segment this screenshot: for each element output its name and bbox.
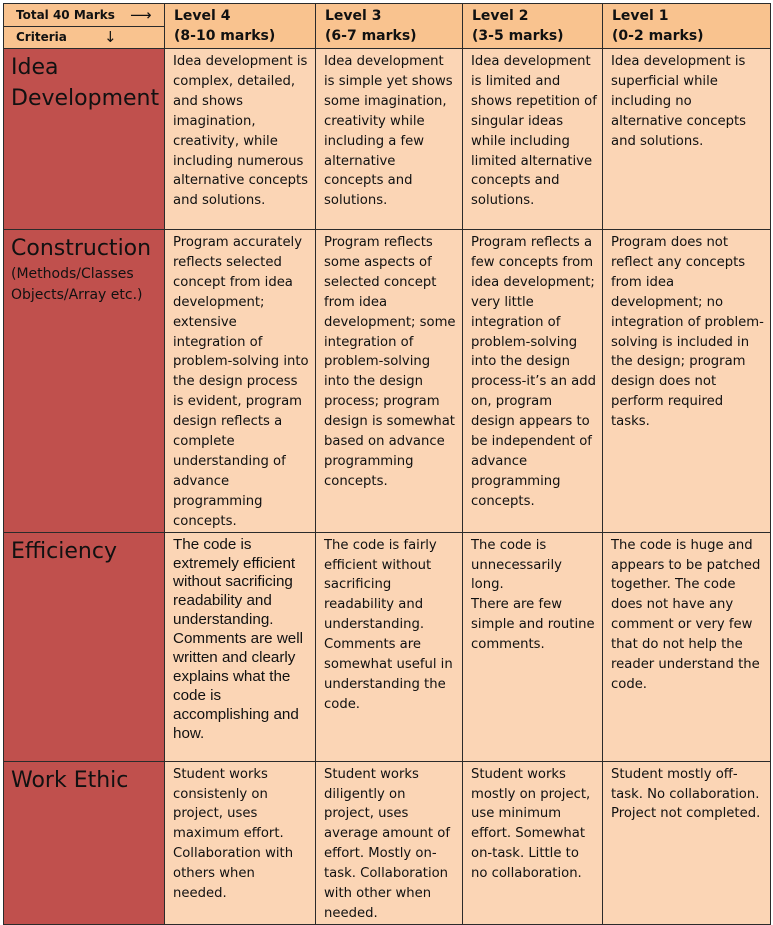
arrow-right-icon: ⟶ (130, 6, 152, 24)
criteria-title: Work Ethic (11, 767, 129, 793)
rubric-cell (316, 49, 463, 230)
rubric-cell (603, 230, 771, 533)
rubric-page (0, 3, 773, 922)
header-row (4, 4, 771, 49)
cell-text: Student works mostly on project, use minimum effort. Somewhat on-task. Little to no collaboration. (471, 766, 591, 882)
row-idea-development (4, 49, 771, 230)
rubric-cell (165, 532, 316, 761)
level-name: Level 2 (472, 8, 529, 24)
total-marks-text: Total 40 Marks (16, 8, 115, 22)
level-name: Level 4 (174, 8, 231, 24)
cell-text: Student works diligently on project, uses average amount of effort. Mostly on-task. Collaboration with other when needed. (324, 766, 450, 921)
cell-text: The code is huge and appears to be patched together. The code does not have any comment or very few that do not help the reader understand the code. (611, 537, 761, 692)
criteria-text: Criteria (16, 30, 67, 44)
criteria-title: Efficiency (11, 538, 117, 564)
marking-rubric-table (3, 3, 771, 925)
cell-text: Program accurately reflects selected concept from idea development; extensive integration of problem-solving into the design process is evident, program design reflects a complete understanding of advance programming concepts. (173, 235, 309, 529)
cell-text: Student works consistenly on project, uses maximum effort. Collaboration with others when needed. (173, 766, 294, 902)
row-construction (4, 230, 771, 533)
rubric-cell (316, 532, 463, 761)
cell-text: The code is unnecessarily long. There are few simple and routine comments. (471, 537, 595, 653)
cell-text: The code is extremely efficient without sacrificing readability and understanding. Comments are well written and clearly explains what the code is accomplishing and how. (173, 535, 303, 742)
row-work-ethic (4, 761, 771, 924)
level-name: Level 1 (612, 8, 669, 24)
cell-text: Program reflects a few concepts from idea development; very little integration of problem-solving into the design process-it’s an add on, program design appears to be independent of advance programming concepts. (471, 235, 596, 509)
rubric-cell (165, 49, 316, 230)
criteria-cell (4, 230, 165, 533)
rubric-cell (603, 49, 771, 230)
level-3-header (316, 4, 463, 49)
criteria-cell (4, 49, 165, 230)
rubric-cell (603, 532, 771, 761)
level-2-header (463, 4, 603, 49)
level-range: (3-5 marks) (472, 28, 564, 44)
rubric-cell (463, 532, 603, 761)
rubric-cell (463, 761, 603, 924)
cell-text: Idea development is simple yet shows some imagination, creativity while including a few alternative concepts and solutions. (324, 54, 453, 209)
cell-text: The code is fairly efficient without sacrificing readability and understanding. Comments are somewhat useful in understanding the code. (324, 537, 453, 712)
rubric-cell (165, 230, 316, 533)
row-efficiency (4, 532, 771, 761)
cell-text: Program reflects some aspects of selected concept from idea development; some integration of problem-solving into the design process; program design is somewhat based on advance programming concepts. (324, 235, 456, 489)
cell-text: Idea development is limited and shows repetition of singular ideas while including limited alternative concepts and solutions. (471, 54, 597, 209)
criteria-label (4, 27, 164, 48)
level-name: Level 3 (325, 8, 382, 24)
rubric-cell (463, 230, 603, 533)
rubric-cell (603, 761, 771, 924)
criteria-cell (4, 761, 165, 924)
total-marks-label (4, 4, 164, 27)
criteria-title: Construction (11, 236, 152, 261)
criteria-subtitle: (Methods/Classes Objects/Array etc.) (11, 266, 143, 303)
rubric-cell (165, 761, 316, 924)
level-4-header (165, 4, 316, 49)
cell-text: Student mostly off-task. No collaboration. Project not completed. (611, 766, 761, 822)
rubric-cell (316, 761, 463, 924)
cell-text: Program does not reflect any concepts from idea development; no integration of problem-solving is included in the design; program design does not perform required tasks. (611, 235, 764, 430)
arrow-down-icon: ↓ (104, 28, 117, 46)
rubric-cell (316, 230, 463, 533)
level-range: (8-10 marks) (174, 28, 276, 44)
level-range: (6-7 marks) (325, 28, 417, 44)
criteria-cell (4, 532, 165, 761)
cell-text: Idea development is superficial while including no alternative concepts and solutions. (611, 54, 747, 149)
corner-cell (4, 4, 165, 49)
level-range: (0-2 marks) (612, 28, 704, 44)
level-1-header (603, 4, 771, 49)
criteria-title: Idea Development (11, 55, 160, 111)
rubric-cell (463, 49, 603, 230)
cell-text: Idea development is complex, detailed, and shows imagination, creativity, while including numerous alternative concepts and solutions. (173, 54, 309, 209)
